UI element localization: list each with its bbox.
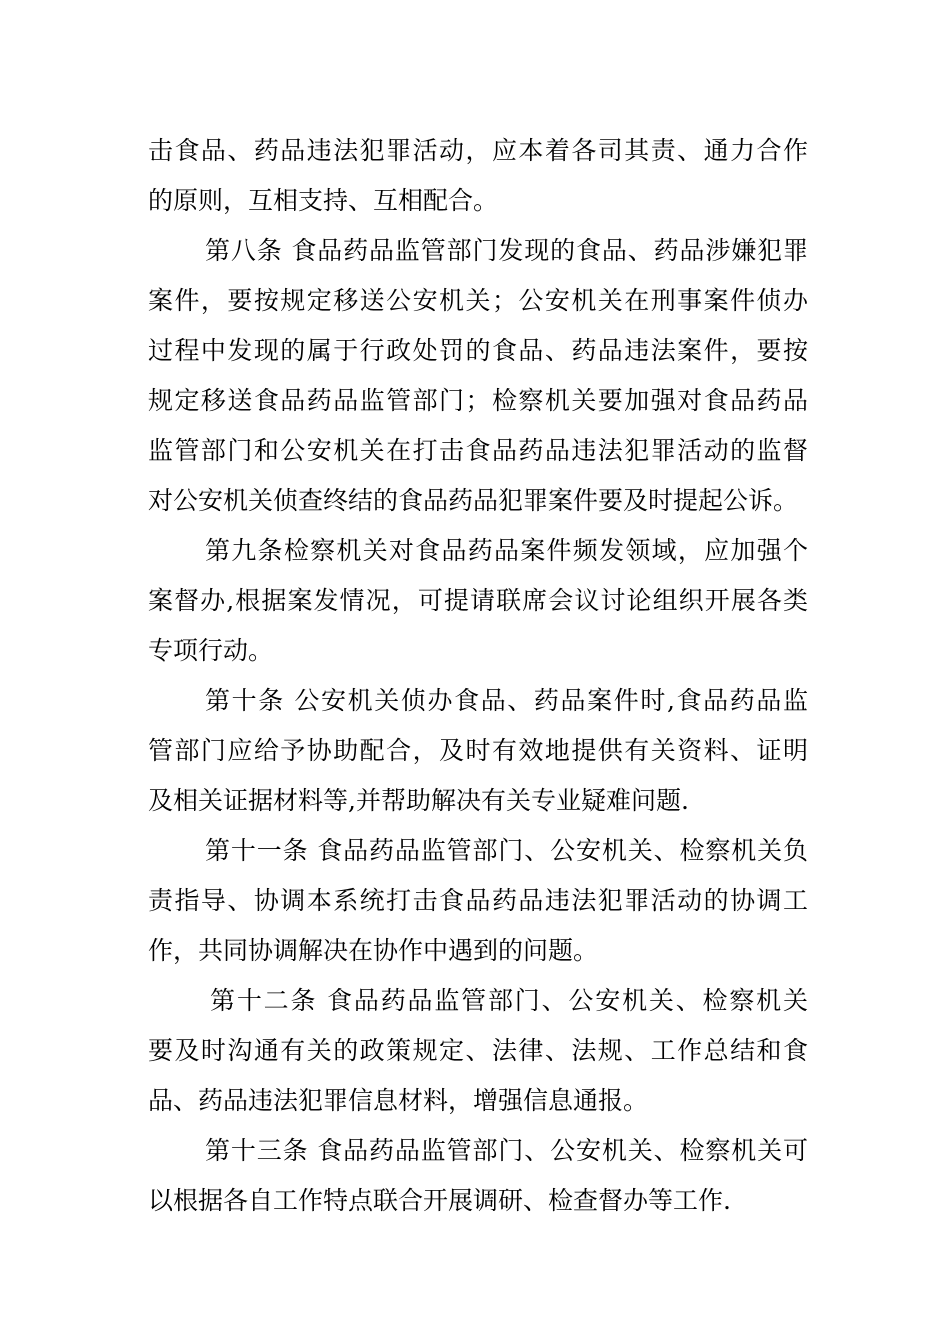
text-line: 管部门应给予协助配合，及时有效地提供有关资料、证明 — [148, 736, 808, 765]
text-line: 的原则，互相支持、互相配合。 — [148, 186, 499, 215]
article-12-heading-line: 第十二条 食品药品监管部门、公安机关、检察机关 — [210, 986, 808, 1015]
article-11-heading-line: 第十一条 食品药品监管部门、公安机关、检察机关负 — [205, 836, 808, 865]
text-line: 击食品、药品违法犯罪活动，应本着各司其责、通力合作 — [148, 136, 808, 165]
article-8-heading-line: 第八条 食品药品监管部门发现的食品、药品涉嫌犯罪 — [205, 236, 808, 265]
text-line: 作，共同协调解决在协作中遇到的问题。 — [148, 936, 599, 965]
text-line: 责指导、协调本系统打击食品药品违法犯罪活动的协调工 — [148, 886, 808, 915]
text-line: 案件，要按规定移送公安机关；公安机关在刑事案件侦办 — [148, 286, 808, 315]
text-line: 对公安机关侦查终结的食品药品犯罪案件要及时提起公诉。 — [148, 486, 799, 515]
text-line: 专项行动。 — [148, 636, 274, 665]
text-line: 及相关证据材料等,并帮助解决有关专业疑难问题. — [148, 786, 689, 815]
article-9-heading-line: 第九条检察机关对食品药品案件频发领域，应加强个 — [205, 536, 808, 565]
text-line: 要及时沟通有关的政策规定、法律、法规、工作总结和食 — [148, 1036, 808, 1065]
text-line: 案督办,根据案发情况，可提请联席会议讨论组织开展各类 — [148, 586, 808, 615]
text-line: 过程中发现的属于行政处罚的食品、药品违法案件，要按 — [148, 336, 808, 365]
article-10-heading-line: 第十条 公安机关侦办食品、药品案件时,食品药品监 — [205, 686, 808, 715]
text-line: 以根据各自工作特点联合开展调研、检查督办等工作. — [148, 1186, 731, 1215]
article-13-heading-line: 第十三条 食品药品监管部门、公安机关、检察机关可 — [205, 1136, 808, 1165]
text-line: 品、药品违法犯罪信息材料，增强信息通报。 — [148, 1086, 649, 1115]
text-line: 规定移送食品药品监管部门；检察机关要加强对食品药品 — [148, 386, 808, 415]
text-line: 监管部门和公安机关在打击食品药品违法犯罪活动的监督 — [148, 436, 808, 465]
